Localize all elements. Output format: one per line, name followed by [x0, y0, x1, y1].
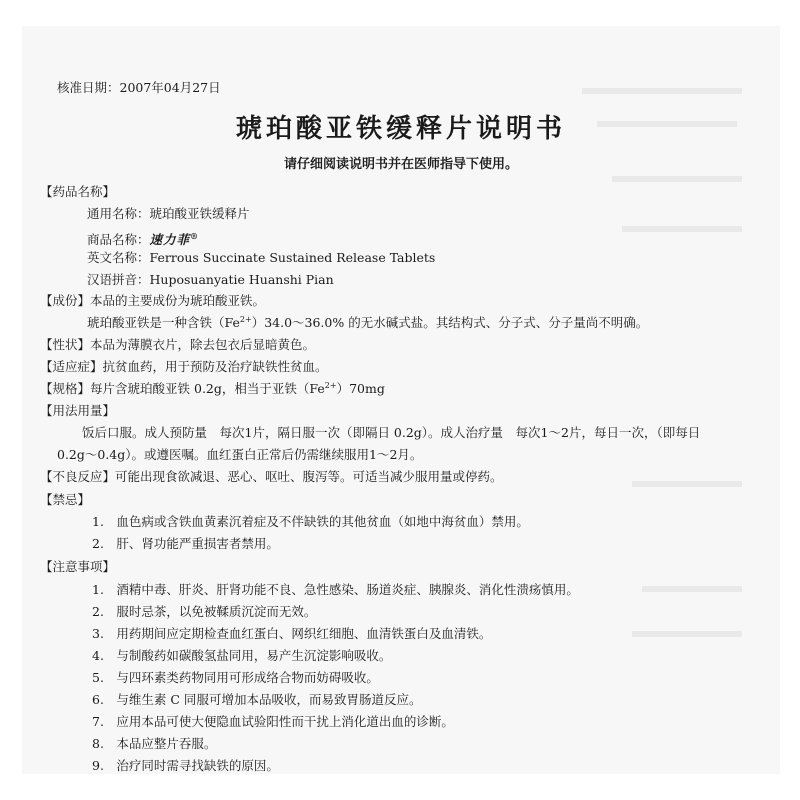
dosage-line-1: 饭后口服。成人预防量 每次1片，隔日服一次（即隔日 0.2g）。成人治疗量 每次1～2片，每日一次，（即每日	[82, 425, 701, 440]
specification-text-b: ）70mg	[336, 381, 385, 396]
ingredients-row	[40, 293, 265, 309]
section-heading-indications: 【适应症】	[40, 359, 103, 374]
bleed-through-line	[622, 226, 742, 232]
section-heading-adverse: 【不良反应】	[40, 469, 116, 484]
precaution-item: 4. 与制酸药如碳酸氢盐同用，易产生沉淀影响吸收。	[92, 648, 392, 663]
precaution-item: 9. 治疗同时需寻找缺铁的原因。	[92, 758, 279, 773]
precaution-item: 5. 与四环素类药物同用可形成络合物而妨碍吸收。	[92, 670, 379, 685]
contraindication-item: 1. 血色病或含铁血黄素沉着症及不伴缺铁的其他贫血（如地中海贫血）禁用。	[92, 514, 529, 529]
instruction-sheet	[22, 26, 780, 774]
approval-date: 核准日期：2007年04月27日	[57, 80, 221, 95]
bleed-through-line	[582, 88, 742, 94]
document-title: 琥珀酸亚铁缓释片说明书	[235, 114, 566, 144]
bleed-through-line	[642, 586, 742, 592]
trade-name-label: 商品名称：	[87, 232, 150, 248]
reading-notice: 请仔细阅读说明书并在医师指导下使用。	[283, 157, 518, 172]
ingredients-detail-a: 琥珀酸亚铁是一种含铁（Fe	[87, 315, 240, 330]
section-heading-precautions: 【注意事项】	[40, 559, 116, 574]
iron-ion-charge: 2+	[324, 380, 337, 390]
specification-text-a: 每片含琥珀酸亚铁 0.2g，相当于亚铁（Fe	[90, 381, 325, 396]
appearance-row	[40, 337, 315, 353]
dosage-line-2: 0.2g～0.4g）。或遵医嘱。血红蛋白正常后仍需继续服用1～2月。	[57, 447, 423, 462]
precaution-item: 3. 用药期间应定期检查血红蛋白、网织红细胞、血清铁蛋白及血清铁。	[92, 626, 492, 641]
section-heading-ingredients: 【成份】	[40, 293, 91, 308]
pinyin-name-label: 汉语拼音：	[87, 272, 150, 287]
bleed-through-line	[632, 481, 742, 487]
trade-name-row	[87, 228, 199, 248]
iron-ion-charge: 2+	[239, 314, 252, 324]
pinyin-name-row	[87, 272, 334, 288]
precaution-item: 2. 服时忌茶，以免被鞣质沉淀而无效。	[92, 604, 317, 619]
generic-name-value: 琥珀酸亚铁缓释片	[149, 206, 250, 221]
registered-mark: ®	[190, 231, 200, 241]
adverse-text: 可能出现食欲减退、恶心、呕吐、腹泻等。可适当减少服用量或停药。	[115, 469, 503, 484]
section-heading-contraindications: 【禁忌】	[40, 492, 91, 507]
ingredients-detail	[87, 315, 648, 331]
english-name-label: 英文名称：	[87, 250, 150, 265]
english-name-value: Ferrous Succinate Sustained Release Tablets	[149, 250, 436, 265]
trade-name-logo	[150, 232, 200, 247]
section-heading-drug-name: 【药品名称】	[40, 184, 116, 199]
precaution-item: 6. 与维生素 C 同服可增加本品吸收，而易致胃肠道反应。	[92, 692, 422, 707]
precaution-item: 8. 本品应整片吞服。	[92, 736, 217, 751]
appearance-text: 本品为薄膜衣片，除去包衣后显暗黄色。	[90, 337, 316, 352]
generic-name-row	[87, 206, 250, 222]
pinyin-name-value: Huposuanyatie Huanshi Pian	[149, 272, 334, 287]
english-name-row	[87, 250, 435, 266]
ingredients-detail-b: ）34.0～36.0% 的无水碱式盐。其结构式、分子式、分子量尚不明确。	[251, 315, 649, 330]
section-heading-dosage: 【用法用量】	[40, 403, 116, 418]
bleed-through-line	[612, 176, 742, 182]
contraindication-item: 2. 肝、肾功能严重损害者禁用。	[92, 536, 279, 551]
indications-text: 抗贫血药，用于预防及治疗缺铁性贫血。	[102, 359, 328, 374]
precaution-item: 7. 应用本品可使大便隐血试验阳性而干扰上消化道出血的诊断。	[92, 714, 454, 729]
precaution-item: 1. 酒精中毒、肝炎、肝肾功能不良、急性感染、肠道炎症、胰腺炎、消化性溃疡慎用。	[92, 582, 579, 597]
section-heading-specification: 【规格】	[40, 381, 91, 396]
trade-name-value: 速力菲	[149, 232, 191, 248]
ingredients-text: 本品的主要成份为琥珀酸亚铁。	[90, 293, 266, 308]
specification-row	[40, 381, 385, 397]
adverse-row	[40, 469, 503, 485]
section-heading-appearance: 【性状】	[40, 337, 91, 352]
generic-name-label: 通用名称：	[87, 206, 150, 221]
bleed-through-line	[632, 631, 742, 637]
indications-row	[40, 359, 328, 375]
